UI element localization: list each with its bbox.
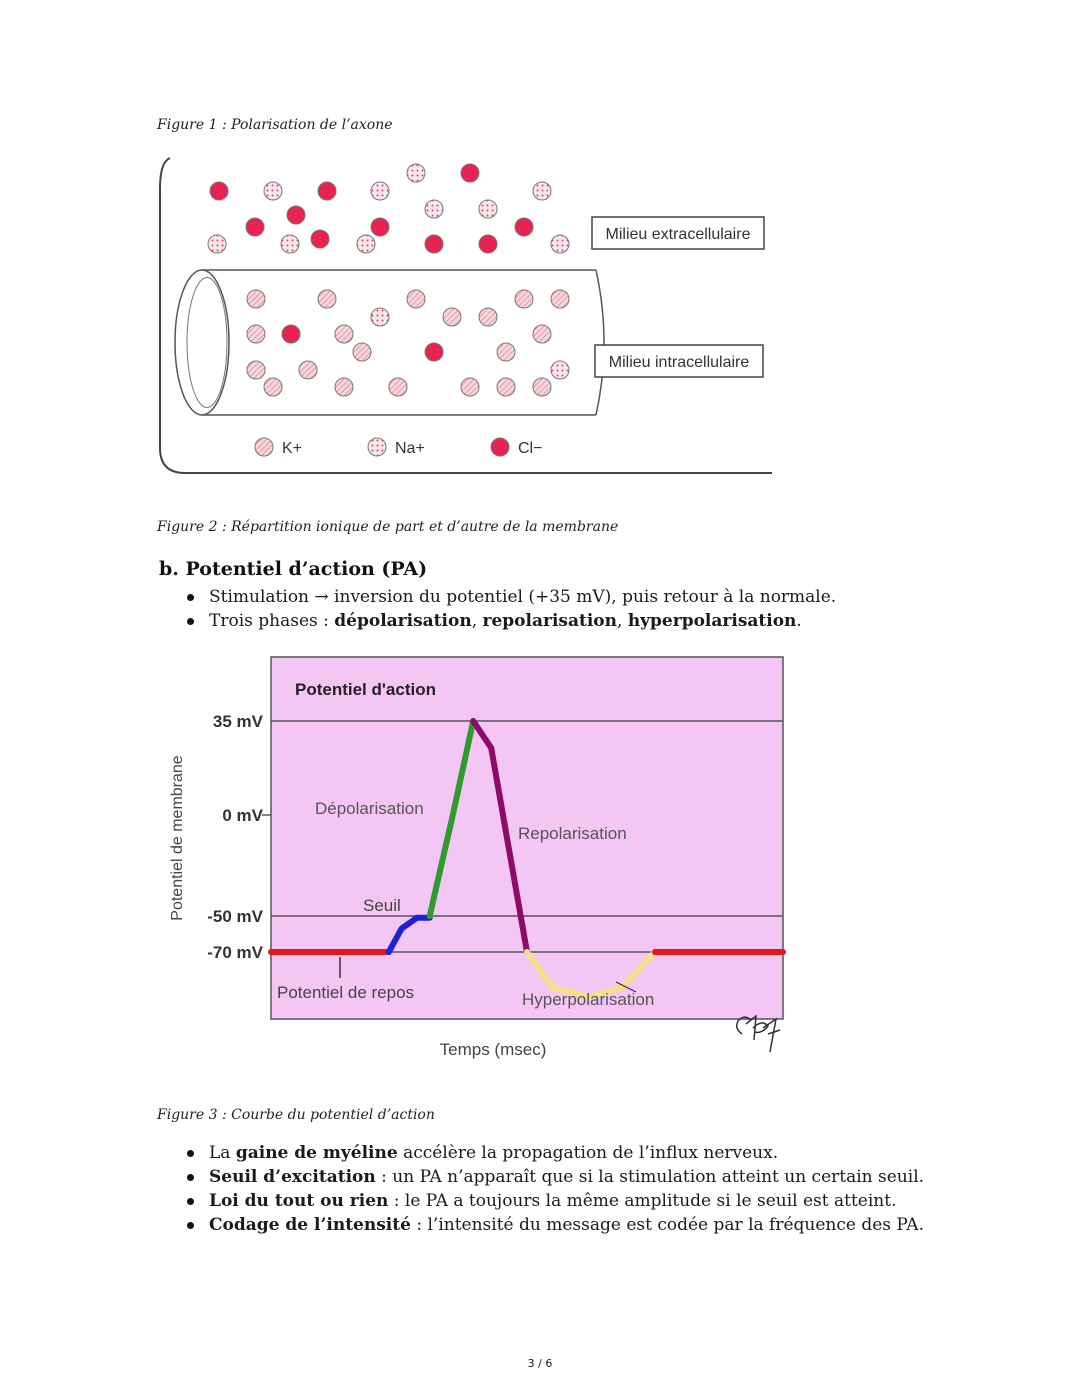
annotation-depolarisation: Dépolarisation (315, 799, 424, 818)
y-tick-labels (207, 712, 263, 962)
chart-title: Potentiel d'action (295, 680, 436, 699)
y-tick-label: 0 mV (222, 806, 263, 825)
extracellular-ions (208, 164, 569, 253)
legend-na: Na+ (395, 440, 425, 457)
y-axis-label: Potentiel de membrane (169, 755, 186, 921)
list-item: Codage de l’intensité : l’intensité du message est codée par la fréquence des PA. (187, 1213, 924, 1237)
extracellular-label (592, 217, 764, 249)
annotation-repos: Potentiel de repos (277, 983, 415, 1002)
section-heading: b. Potentiel d’action (PA) (159, 558, 428, 580)
figure3-caption: Figure 3 : Courbe du potentiel d’action (157, 1107, 435, 1123)
page-number: 3 / 6 (527, 1357, 553, 1370)
frame-line (160, 158, 772, 473)
list-item: Loi du tout ou rien : le PA a toujours la même amplitude si le seuil est atteint. (187, 1189, 924, 1213)
figure2-caption: Figure 2 : Répartition ionique de part et d’autre de la membrane (157, 519, 619, 535)
x-axis-label: Temps (msec) (439, 1040, 547, 1059)
annotation-repolarisation: Repolarisation (518, 824, 627, 843)
list-item: Trois phases : dépolarisation, repolarisation, hyperpolarisation. (187, 609, 836, 633)
list-item: Stimulation → inversion du potentiel (+35 mV), puis retour à la normale. (187, 585, 836, 609)
svg-text:Milieu intracellulaire: Milieu intracellulaire (608, 354, 750, 371)
y-tick-label: -50 mV (207, 907, 263, 926)
ion-legend (255, 438, 542, 457)
figure1-caption: Figure 1 : Polarisation de l’axone (157, 117, 393, 133)
legend-k: K+ (282, 440, 303, 457)
action-potential-chart (150, 648, 790, 1068)
svg-text:Milieu extracellulaire: Milieu extracellulaire (605, 226, 751, 243)
annotation-seuil: Seuil (363, 896, 401, 915)
action-potential-bullets (187, 585, 836, 633)
axon-polarisation-diagram (150, 148, 780, 483)
y-tick-label: 35 mV (212, 712, 263, 731)
intracellular-label (595, 345, 763, 377)
legend-cl: Cl− (518, 440, 543, 457)
intracellular-ions (247, 290, 569, 396)
annotation-hyperpolarisation: Hyperpolarisation (522, 990, 655, 1009)
list-item: Seuil d’excitation : un PA n’apparaît que si la stimulation atteint un certain seuil. (187, 1165, 924, 1189)
properties-bullets (187, 1141, 924, 1237)
y-tick-label: -70 mV (207, 943, 263, 962)
list-item: La gaine de myéline accélère la propagation de l’influx nerveux. (187, 1141, 924, 1165)
signature (737, 1016, 780, 1052)
